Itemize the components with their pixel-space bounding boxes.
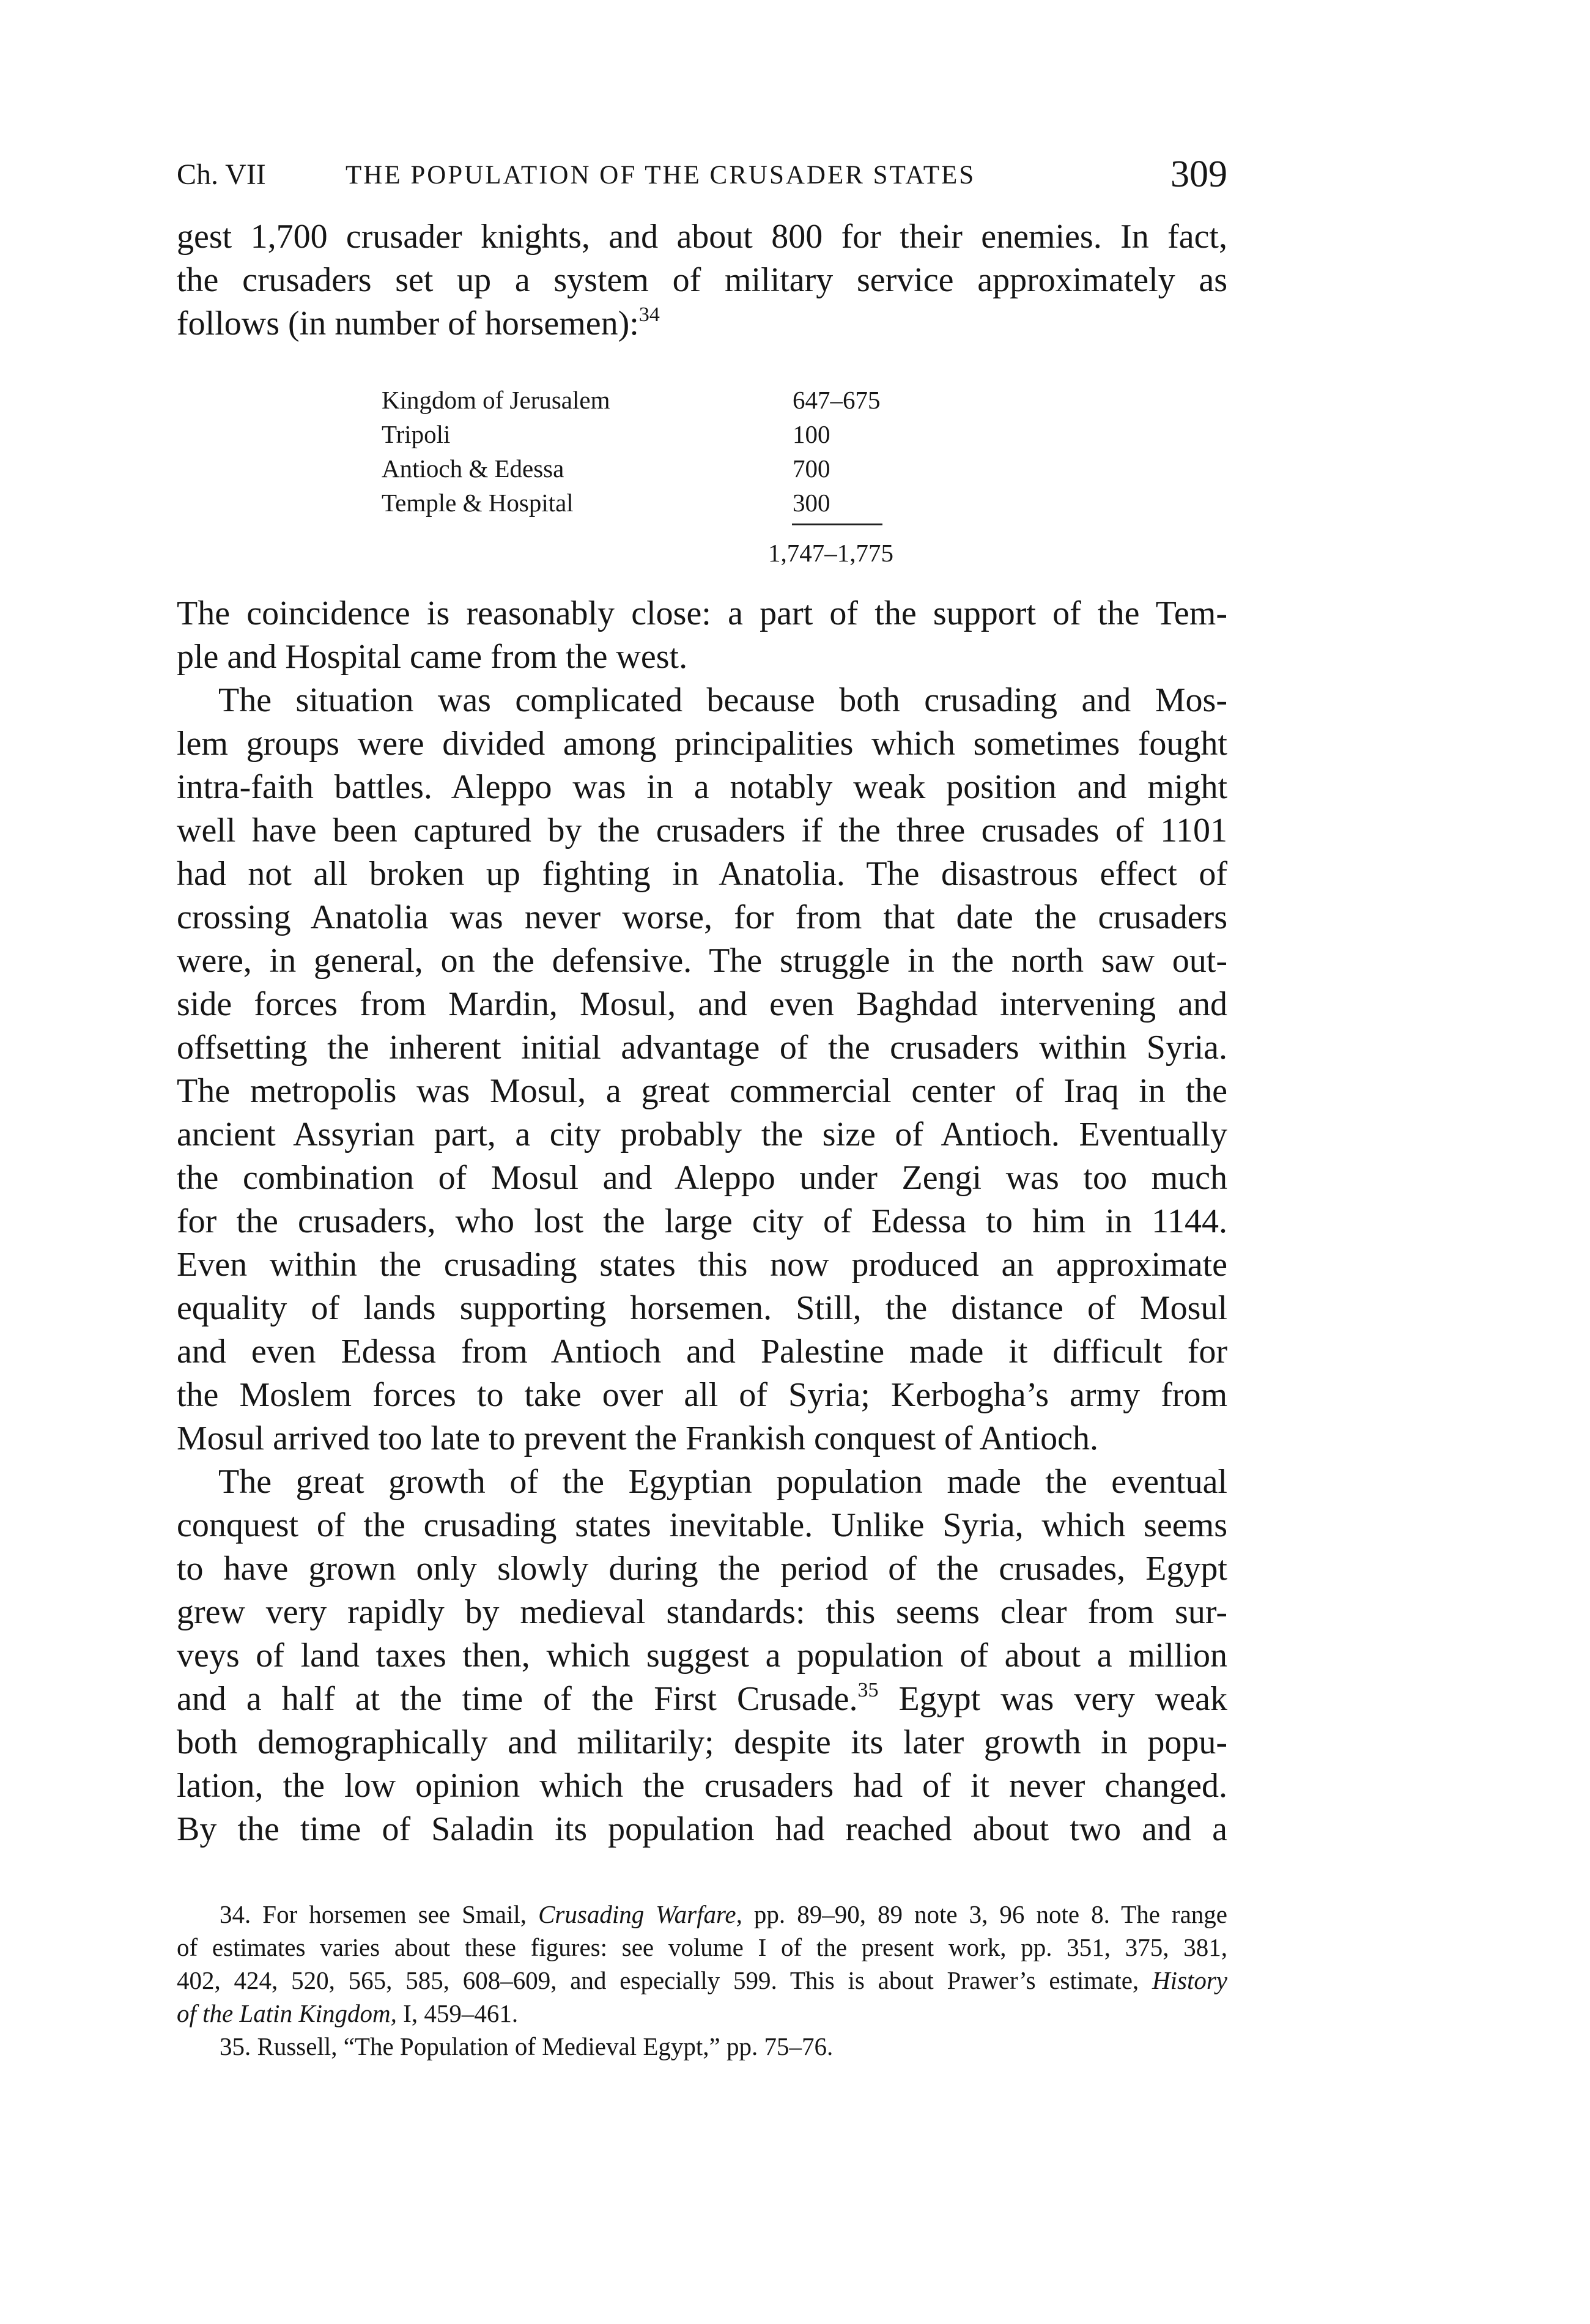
text-line: Mosul arrived too late to prevent the Frankish conquest of Antioch. — [177, 1419, 1099, 1457]
text-line: The situation was complicated because both crusading and Mos- — [218, 681, 1227, 719]
text-line: ancient Assyrian part, a city probably the size of Antioch. Eventually — [177, 1116, 1227, 1153]
footnote-ref-34[interactable]: 34 — [638, 303, 660, 326]
page-number: 309 — [1170, 154, 1227, 195]
paragraph-3 — [177, 1460, 1227, 1851]
text-line: had not all broken up fighting in Anatolia. The disastrous effect of — [177, 855, 1227, 893]
footnote-ref-35[interactable]: 35 — [857, 1679, 879, 1701]
text-line: the Moslem forces to take over all of Syria; Kerbogha’s army from — [177, 1376, 1227, 1414]
intro-paragraph — [177, 215, 1227, 346]
sum-rule — [792, 524, 882, 525]
text-line: follows (in number of horsemen):$^{34}$ — [177, 303, 660, 342]
text-line: intra-faith battles. Aleppo was in a notably weak position and might — [177, 768, 1227, 806]
chapter-label: Ch. VII — [177, 158, 266, 191]
text-line: to have grown only slowly during the period of the crusades, Egypt — [177, 1550, 1227, 1588]
table-row — [382, 420, 944, 454]
running-header — [177, 153, 1227, 196]
footnote-34-line: of the Latin Kingdom, I, 459–461. — [177, 1999, 519, 2027]
text-line: the crusaders set up a system of military service approximately as — [177, 261, 1227, 299]
table-row — [382, 454, 944, 488]
service-table — [382, 385, 944, 575]
text-line: equality of lands supporting horsemen. Still, the distance of Mosul — [177, 1289, 1227, 1327]
text-line: offsetting the inherent initial advantage of the crusaders within Syria. — [177, 1029, 1227, 1067]
table-value: 100 — [793, 420, 830, 448]
text-line: both demographically and militarily; despite its later growth in popu- — [177, 1723, 1227, 1761]
text-line: and even Edessa from Antioch and Palestine made it difficult for — [177, 1333, 1227, 1371]
table-value: 647–675 — [793, 386, 881, 414]
text-line: gest 1,700 crusader knights, and about 800 for their enemies. In fact, — [177, 218, 1227, 256]
text-line: side forces from Mardin, Mosul, and even Baghdad intervening and — [177, 985, 1227, 1023]
text-line: and a half at the time of the First Crusade.$^{35}$ Egypt was very weak — [177, 1679, 1228, 1718]
text-line: grew very rapidly by medieval standards: this seems clear from sur- — [177, 1593, 1227, 1631]
table-value: 700 — [793, 454, 830, 483]
table-label: Temple & Hospital — [382, 489, 574, 517]
text-line: crossing Anatolia was never worse, for from that date the crusaders — [177, 898, 1227, 936]
footnote-34-line: of estimates varies about these figures: see volume I of the present work, pp. 351, 375, 381, — [177, 1933, 1227, 1961]
text-line: ple and Hospital came from the west. — [177, 638, 688, 676]
footnote-34-line: 402, 424, 520, 565, 585, 608–609, and especially 599. This is about Prawer’s estimate, History — [177, 1966, 1227, 1994]
text-line: The great growth of the Egyptian population made the eventual — [218, 1463, 1227, 1501]
table-label: Tripoli — [382, 420, 451, 448]
text-line: lation, the low opinion which the crusaders had of it never changed. — [177, 1767, 1227, 1805]
running-title: THE POPULATION OF THE CRUSADER STATES — [346, 161, 976, 190]
footnote-35: 35. Russell, “The Population of Medieval Egypt,” pp. 75–76. — [220, 2032, 834, 2060]
text-line: well have been captured by the crusaders if the three crusades of 1101 — [177, 812, 1227, 849]
text-line: veys of land taxes then, which suggest a population of about a million — [177, 1637, 1227, 1675]
text-line: By the time of Saladin its population had reached about two and a — [177, 1810, 1227, 1848]
table-row — [382, 385, 944, 420]
table-label: Antioch & Edessa — [382, 454, 564, 483]
footnotes — [177, 1898, 1227, 2063]
paragraph-2 — [177, 679, 1227, 1460]
table-label: Kingdom of Jerusalem — [382, 386, 610, 414]
paragraph-1 — [177, 592, 1227, 679]
text-line: lem groups were divided among principalities which sometimes fought — [177, 725, 1227, 763]
text-line: conquest of the crusading states inevitable. Unlike Syria, which seems — [177, 1506, 1227, 1544]
table-total: 1,747–1,775 — [768, 539, 893, 567]
footnote-34-line: 34. For horsemen see Smail, Crusading Warfare, pp. 89–90, 89 note 3, 96 note 8. The range — [220, 1900, 1227, 1928]
text-line: The coincidence is reasonably close: a part of the support of the Tem- — [177, 594, 1227, 632]
text-line: for the crusaders, who lost the large city of Edessa to him in 1144. — [177, 1202, 1227, 1240]
table-row — [382, 488, 944, 522]
text-line: Even within the crusading states this now produced an approximate — [177, 1246, 1227, 1284]
text-line: the combination of Mosul and Aleppo under Zengi was too much — [177, 1159, 1227, 1197]
text-line: were, in general, on the defensive. The struggle in the north saw out- — [177, 942, 1227, 980]
text-line: The metropolis was Mosul, a great commercial center of Iraq in the — [177, 1072, 1227, 1110]
table-value: 300 — [793, 489, 830, 517]
